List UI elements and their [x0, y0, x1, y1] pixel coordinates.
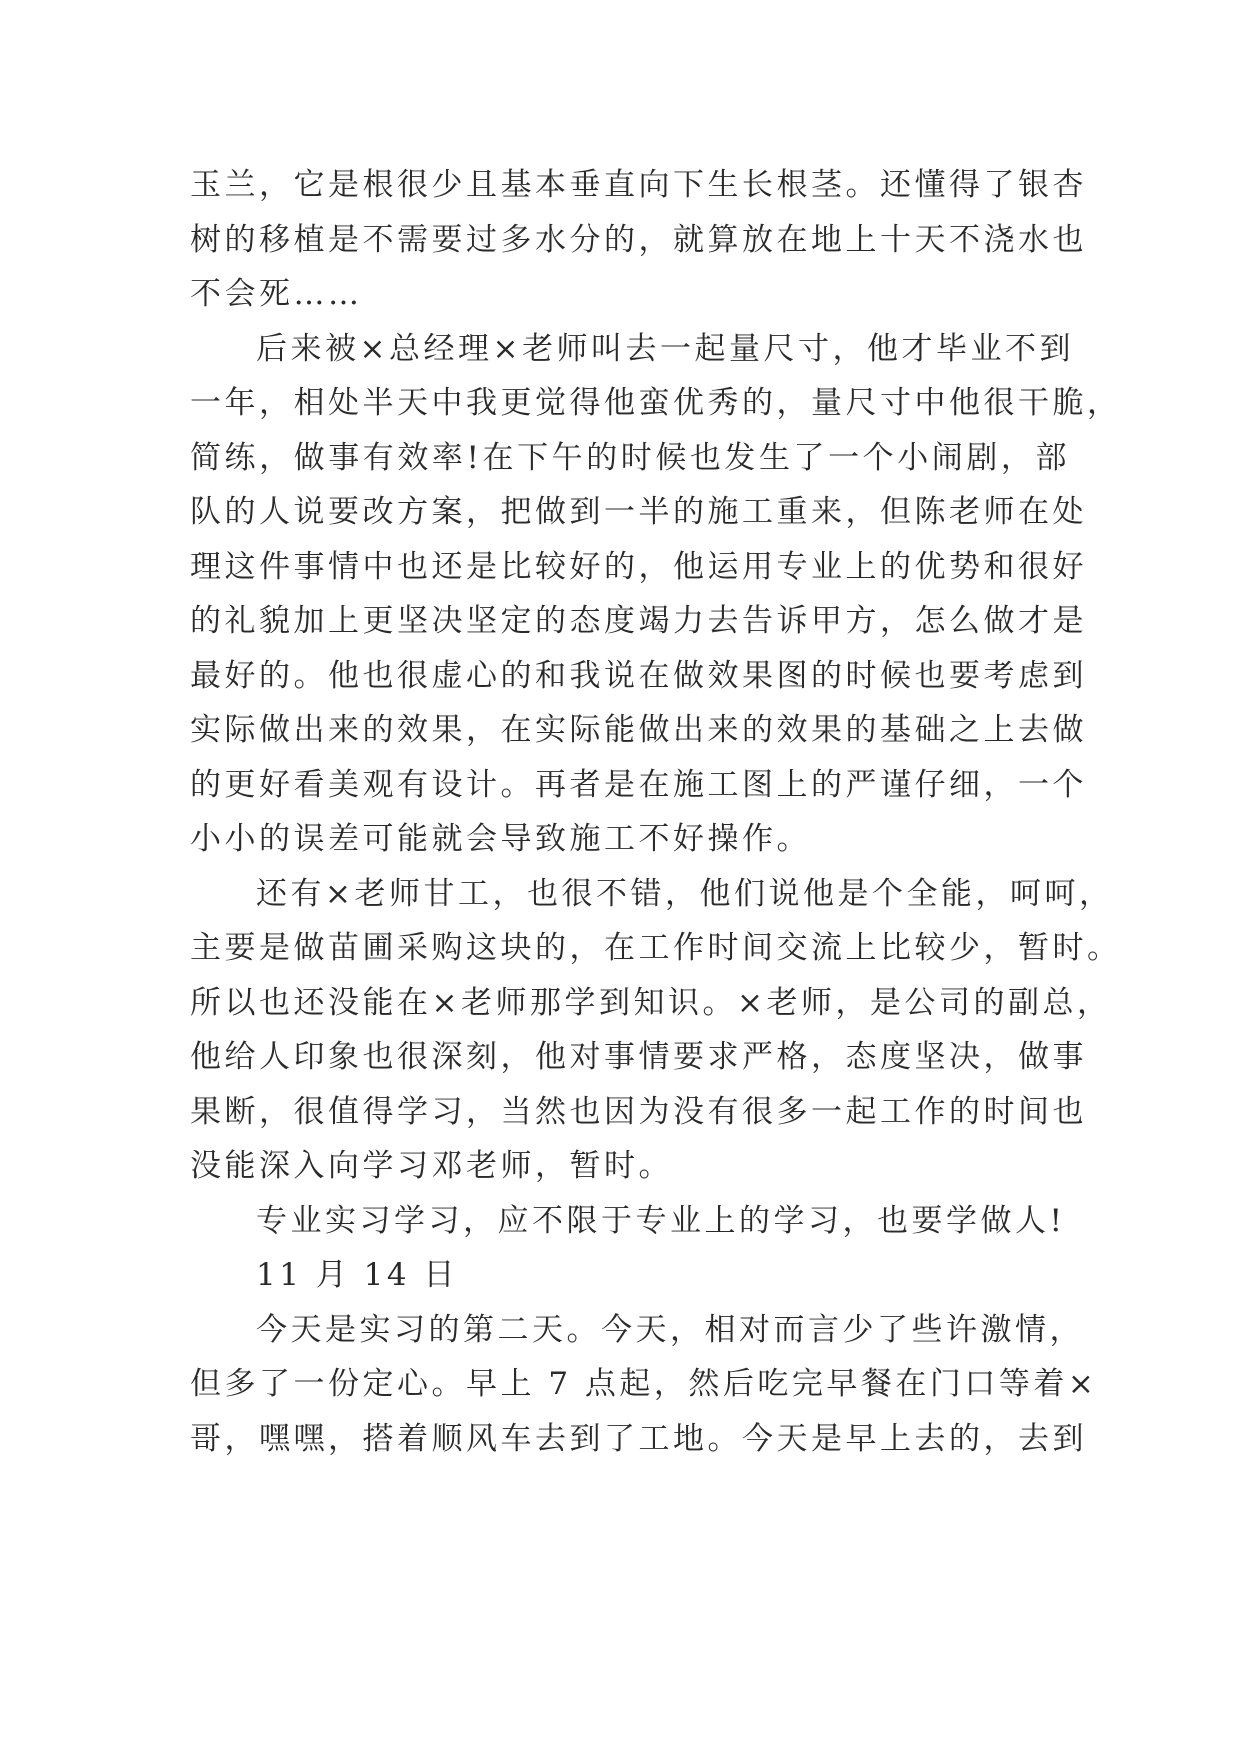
- text-line: 实际做出来的效果，在实际能做出来的效果的基础之上去做: [190, 712, 1087, 748]
- text-line: 不会死……: [190, 276, 363, 312]
- text-line: 果断，很值得学习，当然也因为没有很多一起工作的时间也: [190, 1093, 1087, 1130]
- text-line: 玉兰，它是根很少且基本垂直向下生长根茎。还懂得了银杏: [190, 167, 1087, 203]
- text-line: 的礼貌加上更坚决坚定的态度竭力去告诉甲方，怎么做才是: [190, 603, 1087, 639]
- text-line: 简练，做事有效率!在下午的时候也发生了一个小闹剧，部: [190, 439, 1070, 476]
- paragraph-start-line: 还有×老师甘工，也很不错，他们说他是个全能，呵呵，: [256, 875, 1114, 912]
- text-line: 没能深入向学习邓老师，暂时。: [190, 1148, 673, 1184]
- paragraph-start-line: 今天是实习的第二天。今天，相对而言少了些许激情，: [256, 1311, 1084, 1348]
- date-heading: 11 月 14 日: [256, 1257, 458, 1293]
- document-page: [190, 158, 1122, 1466]
- text-line: 树的移植是不需要过多水分的，就算放在地上十天不浇水也: [190, 221, 1087, 258]
- text-line: 他给人印象也很深刻，他对事情要求严格，态度坚决，做事: [190, 1039, 1087, 1075]
- paragraph-start-line: 专业实习学习，应不限于专业上的学习，也要学做人!: [256, 1202, 1066, 1239]
- text-line: 所以也还没能在×老师那学到知识。×老师，是公司的副总，: [190, 984, 1112, 1021]
- text-line: 主要是做苗圃采购这块的，在工作时间交流上比较少，暂时。: [190, 930, 1122, 966]
- text-line: 队的人说要改方案，把做到一半的施工重来，但陈老师在处: [190, 494, 1087, 530]
- text-line: 但多了一份定心。早上 7 点起，然后吃完早餐在门口等着×: [190, 1366, 1098, 1402]
- text-line: 小小的误差可能就会导致施工不好操作。: [190, 821, 811, 857]
- paragraph-start-line: 后来被×总经理×老师叫去一起量尺寸，他才毕业不到: [256, 330, 1074, 367]
- text-line: 哥，嘿嘿，搭着顺风车去到了工地。今天是早上去的，去到: [190, 1420, 1087, 1457]
- text-line: 一年，相处半天中我更觉得他蛮优秀的，量尺寸中他很干脆，: [190, 385, 1122, 421]
- text-line: 的更好看美观有设计。再者是在施工图上的严谨仔细，一个: [190, 766, 1087, 803]
- text-line: 理这件事情中也还是比较好的，他运用专业上的优势和很好: [190, 548, 1087, 585]
- text-line: 最好的。他也很虚心的和我说在做效果图的时候也要考虑到: [190, 657, 1087, 694]
